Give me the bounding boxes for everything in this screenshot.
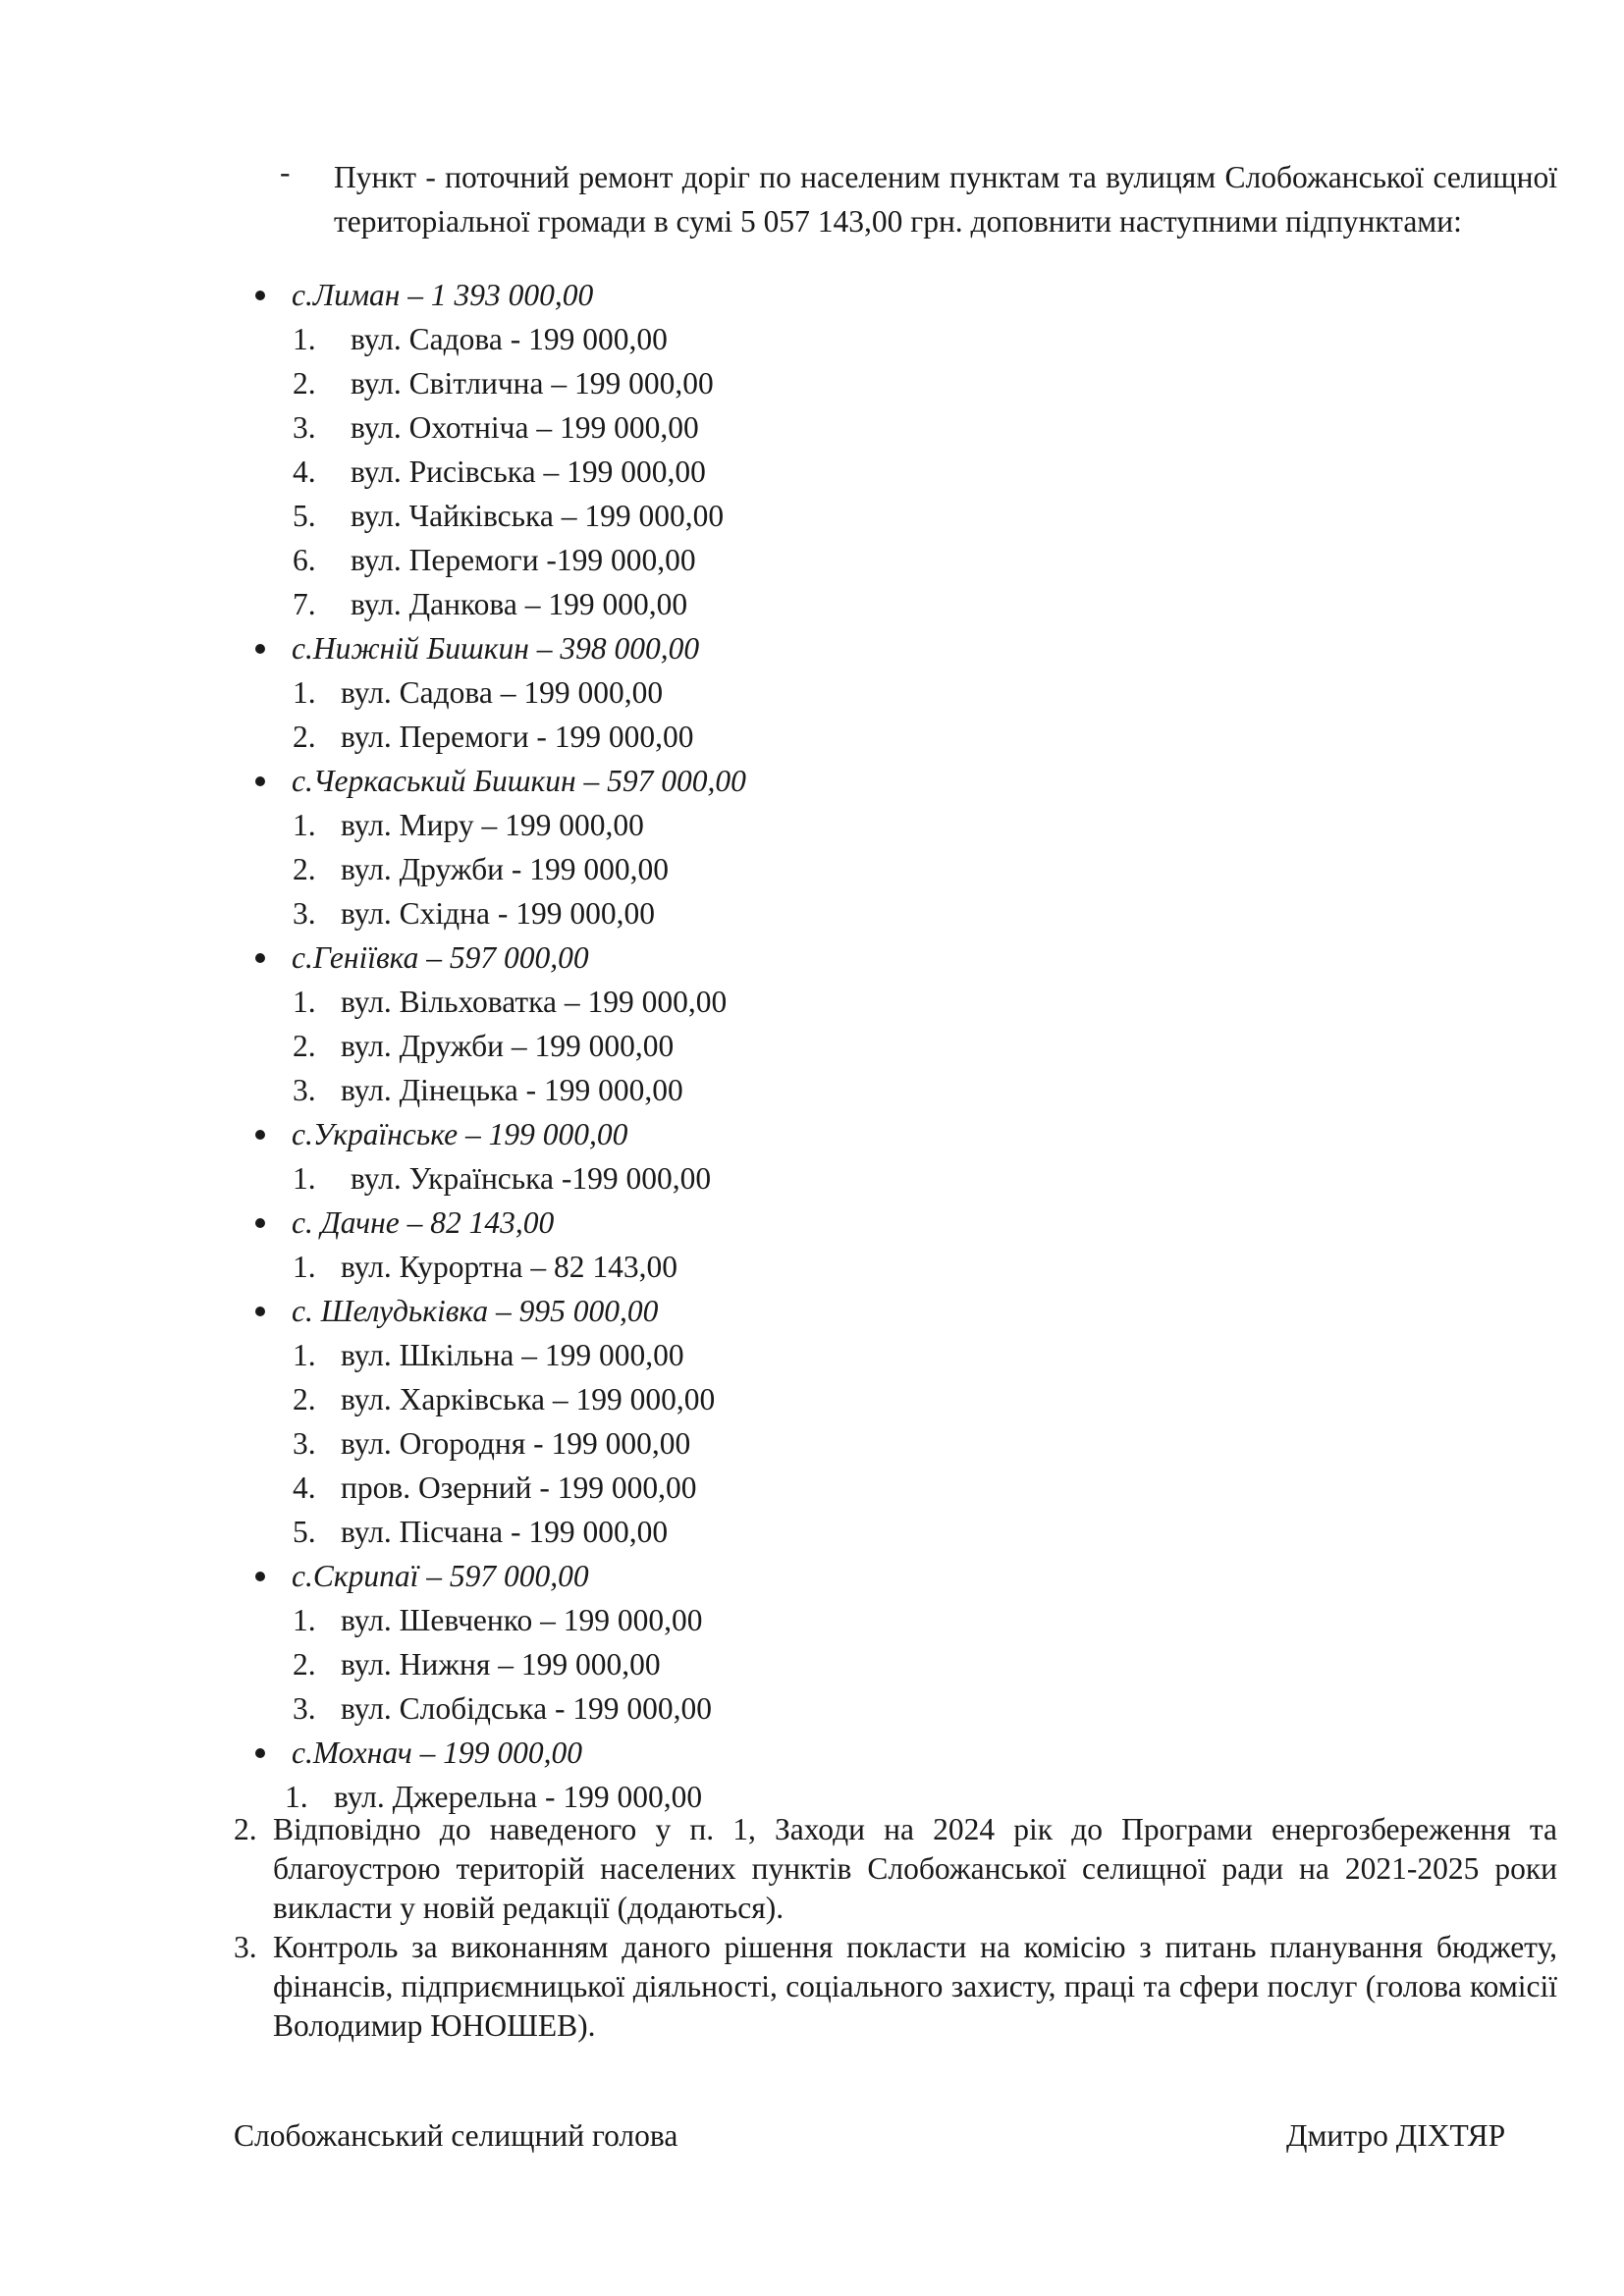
location-item [0, 759, 1624, 803]
bullet-icon [255, 776, 265, 786]
street-number: 5. [293, 499, 316, 533]
street-name: вул. Нижня – 199 000,00 [341, 1647, 661, 1682]
bullet-icon [255, 291, 265, 300]
paragraph-text: Відповідно до наведеного у п. 1, Заходи на 2024 рік до Програми енергозбереження та благоустрою територій населених пунктів Слобожанської селищної ради на 2021-2025 роки викласти у новій редакції (додаються). [273, 1812, 1557, 1925]
street-item [0, 980, 1624, 1024]
street-number: 1. [293, 1603, 316, 1637]
paragraph-number: 3. [234, 1930, 257, 1964]
street-number: 2. [293, 366, 316, 400]
location-item [0, 1289, 1624, 1333]
street-item [0, 1598, 1624, 1642]
location-item [0, 935, 1624, 980]
street-item [0, 538, 1624, 582]
bullet-icon [255, 953, 265, 963]
paragraph-number: 2. [234, 1812, 257, 1846]
street-number: 1. [293, 675, 316, 710]
street-item [0, 1466, 1624, 1510]
street-name: вул. Дружби – 199 000,00 [341, 1029, 675, 1063]
street-item [0, 1421, 1624, 1466]
street-item [0, 891, 1624, 935]
signature-position: Слобожанський селищний голова [234, 2118, 678, 2153]
location-label: с.Мохнач – 199 000,00 [292, 1735, 582, 1770]
street-name: вул. Садова – 199 000,00 [341, 675, 664, 710]
location-label: с.Українське – 199 000,00 [292, 1117, 628, 1151]
location-label: с.Лиман – 1 393 000,00 [292, 278, 594, 312]
street-item [0, 1377, 1624, 1421]
street-name: вул. Шкільна – 199 000,00 [341, 1338, 684, 1372]
street-name: вул. Джерельна - 199 000,00 [334, 1780, 703, 1814]
street-item [0, 1024, 1624, 1068]
location-label: с. Шелудьківка – 995 000,00 [292, 1294, 659, 1328]
location-item [0, 1201, 1624, 1245]
location-item [0, 1112, 1624, 1156]
street-name: вул. Шевченко – 199 000,00 [341, 1603, 703, 1637]
street-number: 2. [293, 852, 316, 886]
location-label: с. Дачне – 82 143,00 [292, 1205, 555, 1240]
bullet-icon [255, 1218, 265, 1228]
street-number: 3. [293, 1691, 316, 1726]
street-item [0, 670, 1624, 715]
street-name: вул. Українська -199 000,00 [351, 1161, 712, 1196]
street-item [0, 1642, 1624, 1686]
bullet-icon [255, 644, 265, 654]
street-item [0, 317, 1624, 361]
street-name: вул. Чайківська – 199 000,00 [351, 499, 725, 533]
location-label: с.Геніївка – 597 000,00 [292, 940, 589, 975]
street-number: 3. [293, 896, 316, 931]
location-label: с.Нижній Бишкин – 398 000,00 [292, 631, 700, 666]
bullet-icon [255, 1130, 265, 1140]
street-number: 5. [293, 1515, 316, 1549]
street-number: 1. [293, 322, 316, 356]
street-number: 2. [293, 720, 316, 754]
location-label: с.Черкаський Бишкин – 597 000,00 [292, 764, 746, 798]
street-number: 2. [293, 1382, 316, 1416]
street-item [0, 405, 1624, 450]
street-number: 1. [293, 1338, 316, 1372]
street-item [0, 715, 1624, 759]
street-item [0, 1333, 1624, 1377]
bullet-icon [255, 1572, 265, 1581]
street-name: вул. Вільховатка – 199 000,00 [341, 985, 728, 1019]
street-name: вул. Данкова – 199 000,00 [351, 587, 688, 621]
intro-text: Пункт - поточний ремонт доріг по населеним пунктам та вулицям Слобожанської селищної територіальної громади в сумі 5 057 143,00 грн. доповнити наступними підпунктами: [334, 160, 1557, 239]
street-number: 4. [293, 1470, 316, 1505]
street-name: вул. Садова - 199 000,00 [351, 322, 668, 356]
street-name: вул. Пісчана - 199 000,00 [341, 1515, 669, 1549]
bullet-icon [255, 1307, 265, 1316]
street-name: вул. Світлична – 199 000,00 [351, 366, 714, 400]
locations-list [0, 273, 1624, 1819]
paragraph-text: Контроль за виконанням даного рішення покласти на комісію з питань планування бюджету, фінансів, підприємницької діяльності, соціального захисту, праці та сфери послуг (голова комісії Володимир ЮНОШЕВ). [273, 1930, 1557, 2043]
signature-name: Дмитро ДІХТЯР [1286, 2118, 1506, 2153]
street-name: вул. Рисівська – 199 000,00 [351, 454, 706, 489]
street-number: 6. [293, 543, 316, 577]
street-name: вул. Харківська – 199 000,00 [341, 1382, 716, 1416]
street-item [0, 450, 1624, 494]
street-number: 3. [293, 1426, 316, 1461]
location-item [0, 273, 1624, 317]
street-number: 2. [293, 1029, 316, 1063]
street-item [0, 361, 1624, 405]
street-number: 2. [293, 1647, 316, 1682]
street-number: 4. [293, 454, 316, 489]
street-item [0, 1245, 1624, 1289]
street-name: вул. Курортна – 82 143,00 [341, 1250, 677, 1284]
location-item [0, 1731, 1624, 1775]
street-number: 1. [293, 1250, 316, 1284]
street-number: 7. [293, 587, 316, 621]
bullet-icon [255, 1748, 265, 1758]
location-label: с.Скрипаї – 597 000,00 [292, 1559, 589, 1593]
street-name: вул. Перемоги - 199 000,00 [341, 720, 694, 754]
location-item [0, 1554, 1624, 1598]
street-name: вул. Слобідська - 199 000,00 [341, 1691, 713, 1726]
street-item [0, 803, 1624, 847]
intro-dash: - [280, 155, 291, 189]
street-number: 1. [293, 1161, 316, 1196]
street-name: вул. Східна - 199 000,00 [341, 896, 655, 931]
paragraph-2 [234, 1810, 1557, 1928]
street-number: 3. [293, 1073, 316, 1107]
street-number: 1. [293, 985, 316, 1019]
street-item [0, 1510, 1624, 1554]
street-item [0, 1156, 1624, 1201]
street-number: 1. [293, 808, 316, 842]
street-name: вул. Миру – 199 000,00 [341, 808, 644, 842]
street-name: вул. Огородня - 199 000,00 [341, 1426, 691, 1461]
paragraph-3 [234, 1928, 1557, 2046]
street-item [0, 847, 1624, 891]
street-item [0, 494, 1624, 538]
street-item [0, 582, 1624, 626]
street-name: вул. Охотніча – 199 000,00 [351, 410, 699, 445]
street-number: 3. [293, 410, 316, 445]
street-name: вул. Дружби - 199 000,00 [341, 852, 670, 886]
street-name: вул. Дінецька - 199 000,00 [341, 1073, 683, 1107]
street-item [0, 1686, 1624, 1731]
street-name: пров. Озерний - 199 000,00 [341, 1470, 697, 1505]
location-item [0, 626, 1624, 670]
street-item [0, 1068, 1624, 1112]
street-name: вул. Перемоги -199 000,00 [351, 543, 696, 577]
street-number: 1. [285, 1780, 308, 1814]
intro-item [280, 155, 1557, 243]
